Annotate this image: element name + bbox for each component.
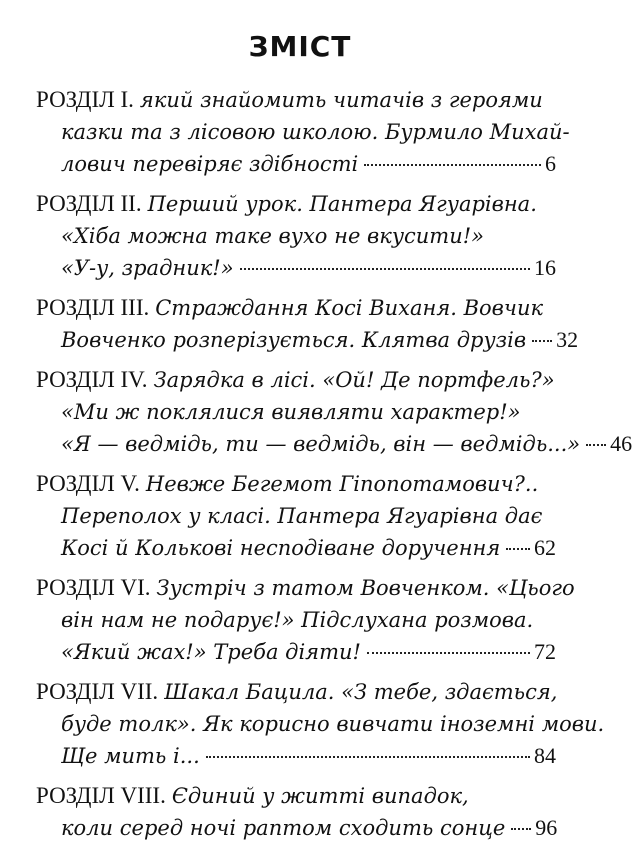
toc-line <box>36 428 632 460</box>
dot-leader <box>206 756 530 758</box>
table-of-contents <box>36 84 632 852</box>
chapter-label: РОЗДІЛ I. <box>36 87 134 112</box>
toc-line <box>36 252 556 284</box>
page-number: 96 <box>535 815 558 840</box>
toc-entry <box>36 188 556 284</box>
toc-line <box>36 676 556 708</box>
dot-leader <box>364 164 541 166</box>
toc-line <box>36 500 556 532</box>
toc-line <box>36 468 556 500</box>
chapter-title-text: «Я — ведмідь, ти — ведмідь, він — ведмідь...» <box>61 432 581 456</box>
toc-line <box>36 292 556 324</box>
toc-entry <box>36 780 556 844</box>
chapter-label: РОЗДІЛ II. <box>36 191 142 216</box>
toc-entry <box>36 84 570 180</box>
page-number: 46 <box>610 431 632 456</box>
chapter-title-text: Переполох у класі. Пантера Ягуарівна дає <box>61 504 543 528</box>
chapter-title-text: «Який жах!» Треба діяти! <box>61 640 361 664</box>
chapter-title-text: він нам не подарує!» Підслухана розмова. <box>61 608 534 632</box>
chapter-title-text: Вовченко розперізується. Клятва друзів <box>61 328 527 352</box>
dot-leader <box>367 652 530 654</box>
toc-line <box>36 708 605 740</box>
chapter-label: РОЗДІЛ III. <box>36 295 150 320</box>
toc-line <box>36 84 556 116</box>
page-number: 72 <box>534 639 556 664</box>
toc-line <box>36 364 556 396</box>
chapter-title-text: Єдиний у житті випадок, <box>171 784 469 808</box>
dot-leader <box>532 340 552 342</box>
dot-leader <box>506 548 530 550</box>
toc-line <box>36 636 556 668</box>
chapter-title-text: Зарядка в лісі. «Ой! Де портфель?» <box>153 368 555 392</box>
chapter-title-text: буде толк». Як корисно вивчати іноземні мови. <box>61 712 605 736</box>
toc-line <box>36 572 575 604</box>
toc-line <box>36 324 579 356</box>
toc-entry <box>36 676 605 772</box>
toc-line <box>36 396 556 428</box>
toc-line <box>36 220 556 252</box>
chapter-title-text: який знайомить читачів з героями <box>139 88 543 112</box>
toc-line <box>36 812 556 844</box>
dot-leader <box>586 444 606 446</box>
chapter-title-text: Страждання Косі Виханя. Вовчик <box>155 296 544 320</box>
chapter-title-text: «Хіба можна таке вухо не вкусити!» <box>61 224 485 248</box>
chapter-title-text: Косі й Колькові несподіване доручення <box>61 536 501 560</box>
toc-line <box>36 116 570 148</box>
toc-entry <box>36 292 579 356</box>
page-number: 6 <box>545 151 556 176</box>
toc-entry <box>36 572 575 668</box>
toc-line <box>36 780 556 812</box>
page-number: 16 <box>534 255 556 280</box>
chapter-label: РОЗДІЛ VIII. <box>36 783 166 808</box>
chapter-title-text: Зустріч з татом Вовченком. «Цього <box>156 576 575 600</box>
page-number: 62 <box>534 535 556 560</box>
chapter-title-text: лович перевіряє здібності <box>61 152 359 176</box>
page-number: 84 <box>534 743 556 768</box>
chapter-label: РОЗДІЛ IV. <box>36 367 148 392</box>
chapter-label: РОЗДІЛ VI. <box>36 575 151 600</box>
chapter-label: РОЗДІЛ V. <box>36 471 140 496</box>
toc-line <box>36 532 556 564</box>
toc-line <box>36 604 556 636</box>
chapter-label: РОЗДІЛ VII. <box>36 679 159 704</box>
page-title: ЗМІСТ <box>248 30 352 63</box>
chapter-title-text: Шакал Бацила. «З тебе, здається, <box>164 680 558 704</box>
chapter-title-text: «У-у, зрадник!» <box>61 256 234 280</box>
toc-entry <box>36 364 632 460</box>
chapter-title-text: Перший урок. Пантера Ягуарівна. <box>147 192 537 216</box>
dot-leader <box>240 268 530 270</box>
toc-line <box>36 740 556 772</box>
toc-line <box>36 148 556 180</box>
dot-leader <box>511 828 531 830</box>
chapter-title-text: «Ми ж поклялися виявляти характер!» <box>61 400 521 424</box>
toc-entry <box>36 468 556 564</box>
toc-line <box>36 188 556 220</box>
chapter-title-text: Невже Бегемот Гіпопотамович?.. <box>145 472 539 496</box>
chapter-title-text: казки та з лісовою школою. Бурмило Михай- <box>61 120 570 144</box>
chapter-title-text: Ще мить і... <box>61 744 200 768</box>
page-number: 32 <box>556 327 579 352</box>
chapter-title-text: коли серед ночі раптом сходить сонце <box>61 816 506 840</box>
